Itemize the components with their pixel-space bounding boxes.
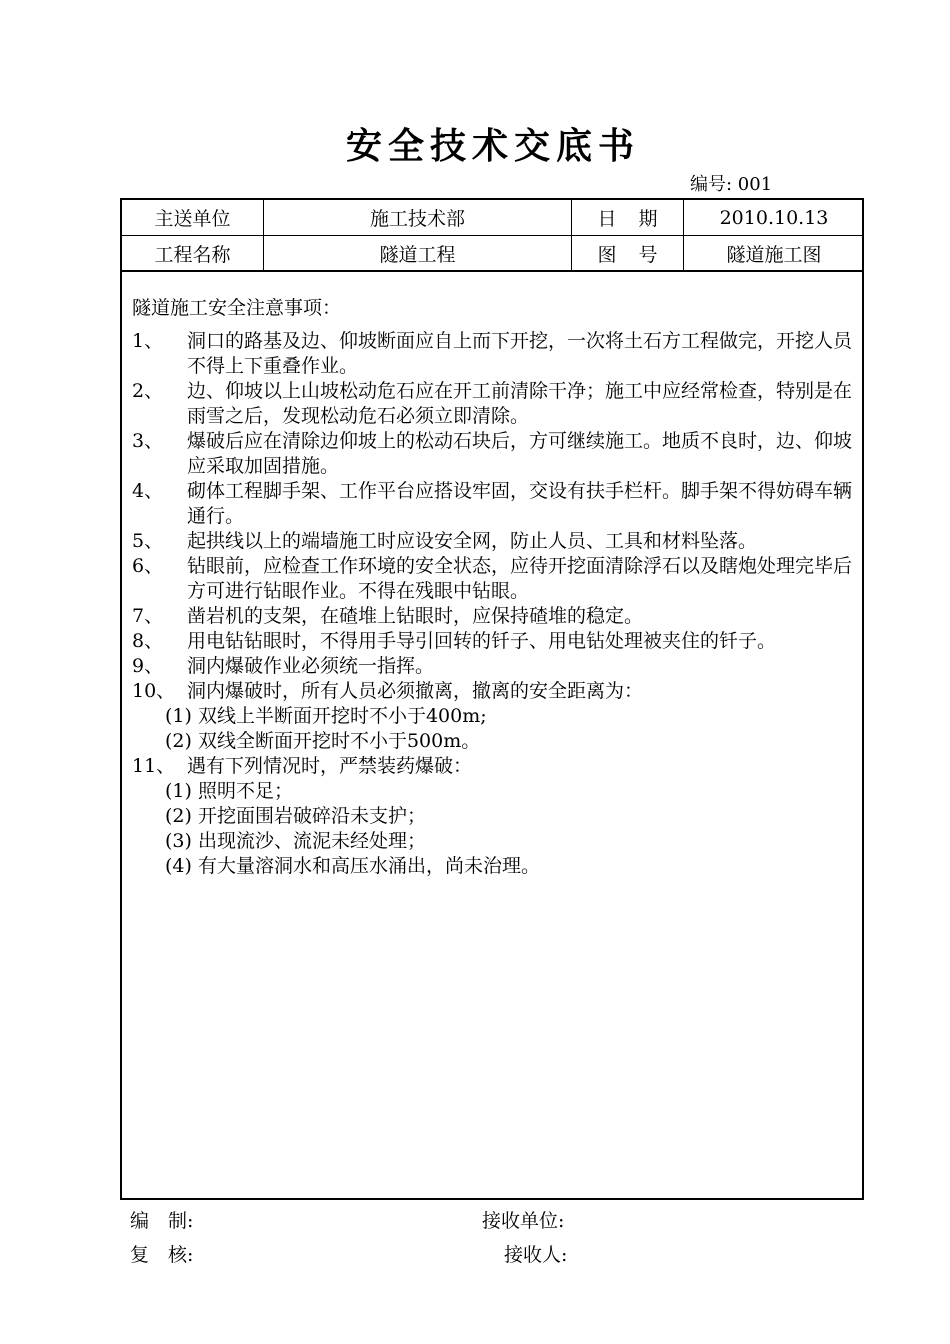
item-text: 用电钻钻眼时，不得用手导引回转的钎子、用电钻处理被夹住的钎子。 [187,630,777,652]
item-number: 7、 [132,605,164,627]
form-frame [120,198,864,1200]
item-text: 洞内爆破时，所有人员必须撤离，撤离的安全距离为： [187,680,644,702]
item-text: 洞内爆破作业必须统一指挥。 [187,655,435,677]
safety-content [132,296,856,879]
document-number: 编号: 001 [690,174,773,195]
sub-item: (4) 有大量溶洞水和高压水涌出，尚未治理。 [165,855,540,877]
list-item [132,604,856,629]
list-item [132,654,856,679]
sub-item: (2) 双线全断面开挖时不小于500m。 [165,730,481,752]
receiving-unit-label: 接收单位: [482,1210,565,1232]
item-text: 洞口的路基及边、仰坡断面应自上而下开挖，一次将土石方工程做完，开挖人员不得上下重叠作业。 [187,330,853,377]
item-text: 砌体工程脚手架、工作平台应搭设牢固，交设有扶手栏杆。脚手架不得妨碍车辆通行。 [187,480,853,527]
list-item [132,529,856,554]
project-name-value: 隧道工程 [264,236,572,270]
item-number: 8、 [132,630,164,652]
sub-item: (1) 双线上半断面开挖时不小于400m; [165,705,487,727]
drawing-number-label: 图号 [572,236,684,270]
list-item [132,379,856,429]
list-item [132,679,856,704]
project-name-label: 工程名称 [122,236,264,270]
item-text: 边、仰坡以上山坡松动危石应在开工前清除干净；施工中应经常检查，特别是在雨雪之后，发现松动危石必须立即清除。 [187,380,853,427]
list-item [132,329,856,379]
item-number: 9、 [132,655,164,677]
item-number: 6、 [132,555,164,577]
item-text: 凿岩机的支架，在碴堆上钻眼时，应保持碴堆的稳定。 [187,605,644,627]
sub-item: (2) 开挖面围岩破碎沿未支护； [165,805,426,827]
item-number: 4、 [132,480,164,502]
sender-unit-value: 施工技术部 [264,200,572,235]
date-value: 2010.10.13 [719,206,829,229]
item-number: 1、 [132,330,164,352]
item-text: 钻眼前，应检查工作环境的安全状态，应待开挖面清除浮石以及瞎炮处理完毕后方可进行钻眼作业。不得在残眼中钻眼。 [187,555,853,602]
item-number: 2、 [132,380,164,402]
item-number: 5、 [132,530,164,552]
receiver-label: 接收人: [504,1244,568,1266]
sender-unit-label: 主送单位 [122,200,264,235]
item-text: 爆破后应在清除边仰坡上的松动石块后，方可继续施工。地质不良时，边、仰坡应采取加固措施。 [187,430,853,477]
drawing-number-value: 隧道施工图 [726,243,822,266]
item-number: 11、 [132,755,176,777]
item-text: 遇有下列情况时，严禁装药爆破： [187,755,473,777]
list-item [132,429,856,479]
list-item [132,754,856,779]
list-item [132,479,856,529]
header-row-sender [122,200,862,236]
header-row-project [122,236,862,272]
list-item [132,554,856,604]
item-number: 10、 [132,680,176,702]
date-label: 日期 [572,200,684,235]
list-item [132,629,856,654]
document-title: 安全技术交底书 [345,125,640,167]
sub-item: (1) 照明不足； [165,780,293,802]
item-text: 起拱线以上的端墙施工时应设安全网，防止人员、工具和材料坠落。 [187,530,758,552]
sub-item: (3) 出现流沙、流泥未经处理； [165,830,426,852]
content-intro: 隧道施工安全注意事项： [132,297,342,319]
reviewer-label: 复 核: [130,1244,194,1266]
compiler-label: 编 制: [130,1210,194,1232]
item-number: 3、 [132,430,164,452]
